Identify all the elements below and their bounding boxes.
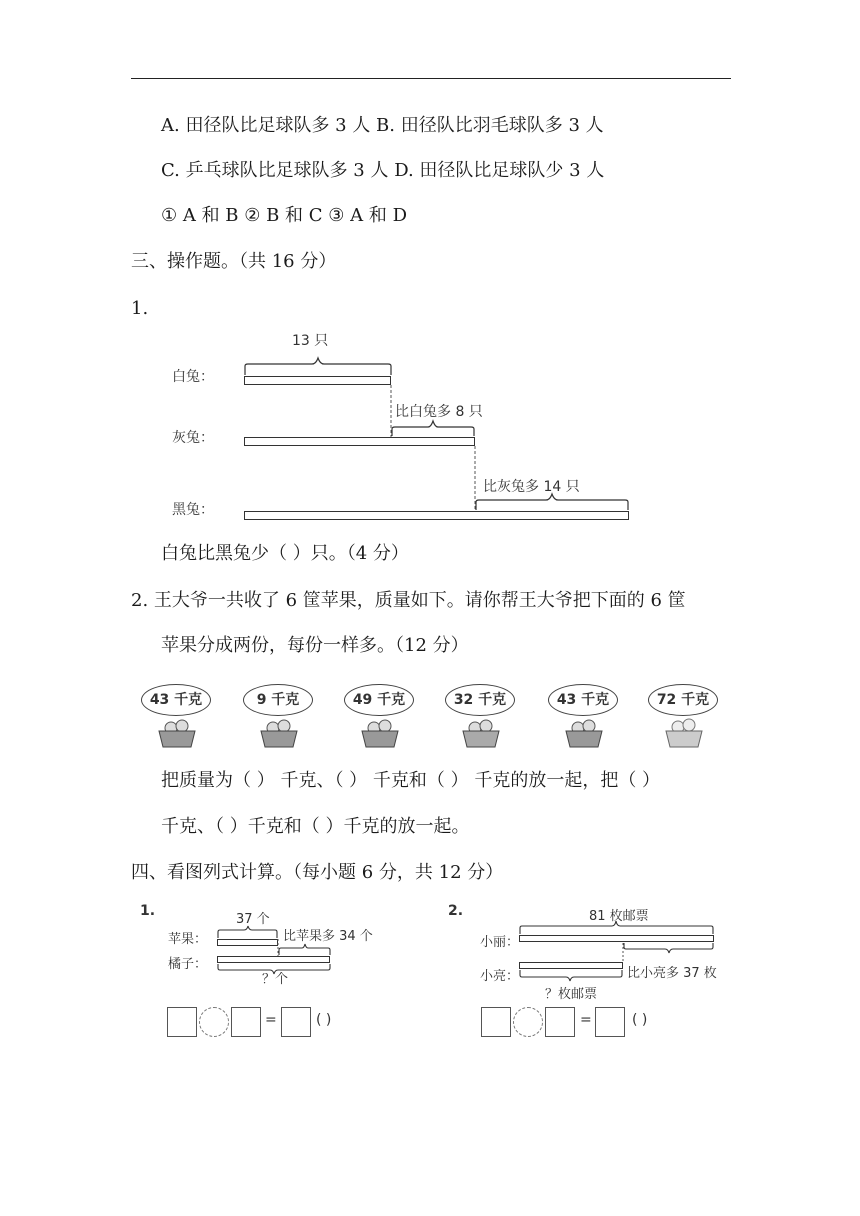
basket-weight-label: 49 千克 (344, 684, 414, 716)
p1-label-37: 37 个 (236, 912, 270, 927)
option-line-ab: A. 田径队比足球队多 3 人 B. 田径队比羽毛球队多 3 人 (161, 115, 604, 136)
q2-answer-line2: 千克、（ ）千克和（ ）千克的放一起。 (161, 816, 470, 837)
option-choices: ① A 和 B ② B 和 C ③ A 和 D (161, 205, 408, 226)
label-black-rabbit: 黑兔： (172, 502, 214, 518)
label-diff-14: 比灰兔多 14 只 (483, 479, 580, 495)
p2-label-question: ？枚邮票 (545, 987, 598, 1002)
p2-answer-box[interactable] (545, 1007, 575, 1037)
basket-weight-label: 43 千克 (141, 684, 211, 716)
section-3-heading: 三、操作题。（共 16 分） (131, 251, 337, 272)
label-13: 13 只 (292, 333, 329, 349)
p2-label-diff: 比小亮多 37 枚 (627, 966, 717, 981)
q1-question: 白兔比黑兔少（ ）只。（4 分） (161, 543, 409, 564)
p1-number: 1. (140, 903, 156, 919)
p2-number: 2. (448, 903, 464, 919)
p2-equals: = (580, 1012, 592, 1028)
p2-operator-circle[interactable] (513, 1007, 543, 1037)
q2-text-line2: 苹果分成两份，每份一样多。（12 分） (161, 635, 469, 656)
p2-label-xiaoli: 小丽： (480, 935, 520, 950)
q1-number: 1. (131, 298, 149, 319)
option-line-cd: C. 乒乓球队比足球队多 3 人 D. 田径队比足球队少 3 人 (161, 160, 605, 181)
p1-label-orange: 橘子： (168, 957, 208, 972)
q2-text-line1: 2. 王大爷一共收了 6 筐苹果，质量如下。请你帮王大爷把下面的 6 筐 (131, 590, 686, 611)
label-gray-rabbit: 灰兔： (172, 430, 214, 446)
p1-equals: = (265, 1012, 277, 1028)
p1-label-apple: 苹果： (168, 932, 208, 947)
p1-label-diff: 比苹果多 34 个 (283, 929, 373, 944)
label-diff-8: 比白兔多 8 只 (395, 404, 483, 420)
p2-label-81: 81 枚邮票 (589, 909, 649, 924)
basket-weight-label: 9 千克 (243, 684, 313, 716)
p2-label-xiaoliang: 小亮： (480, 969, 520, 984)
basket-weight-label: 43 千克 (548, 684, 618, 716)
p2-answer-box[interactable] (481, 1007, 511, 1037)
q2-answer-line1: 把质量为（ ） 千克、（ ） 千克和（ ） 千克的放一起，把（ ） (161, 770, 661, 791)
p1-label-question: ？个 (262, 972, 289, 987)
basket-weight-label: 72 千克 (648, 684, 718, 716)
section-4-heading: 四、看图列式计算。（每小题 6 分，共 12 分） (131, 862, 504, 883)
p2-unit-paren: ( ) (632, 1012, 648, 1028)
p2-result-box[interactable] (595, 1007, 625, 1037)
basket-weight-label: 32 千克 (445, 684, 515, 716)
label-white-rabbit: 白兔： (172, 369, 214, 385)
p1-unit-paren: ( ) (316, 1012, 332, 1028)
